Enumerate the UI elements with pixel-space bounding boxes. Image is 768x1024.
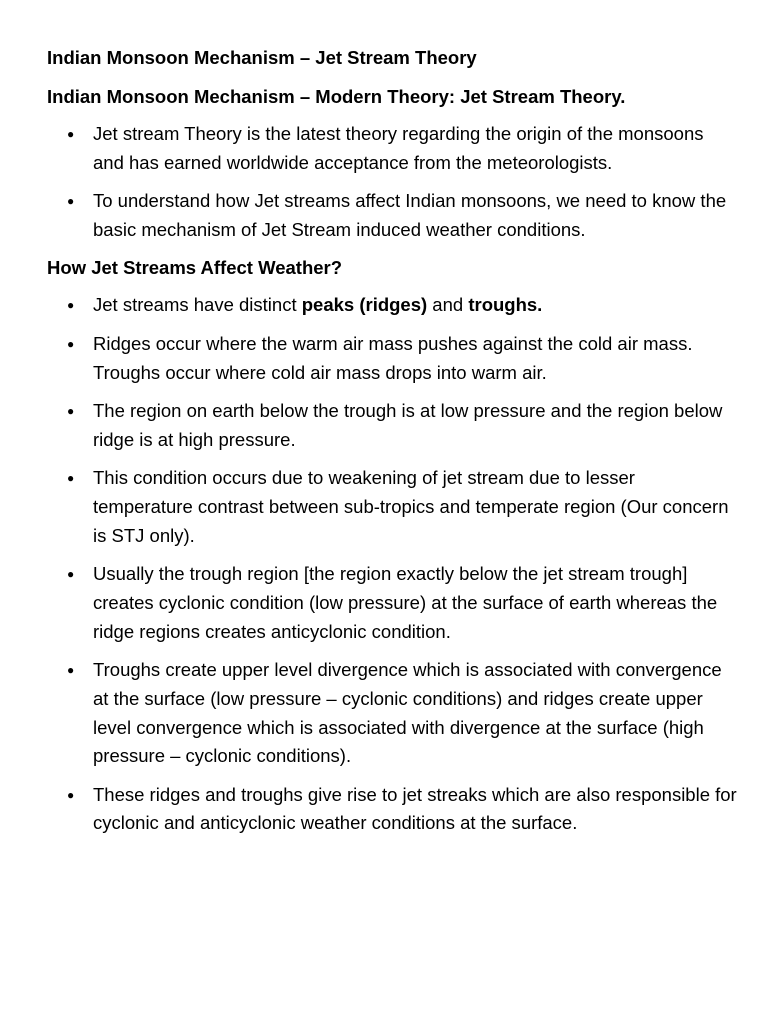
- list-item-text-middle: and: [427, 294, 469, 316]
- section-heading: How Jet Streams Affect Weather?: [47, 257, 343, 279]
- bullet-icon: ●: [67, 127, 75, 141]
- list-item-text: Usually the trough region [the region exactly below the jet stream trough] creates cyclonic condition (low pressure) at the surface of earth whereas the ridge regions creates anticyclonic condition.: [93, 563, 718, 642]
- list-item: [47, 120, 737, 177]
- bullet-icon: ●: [67, 567, 75, 582]
- list-item-text: The region on earth below the trough is at low pressure and the region below ridge is at high pressure.: [93, 400, 723, 450]
- peaks-term: peaks (ridges): [301, 294, 428, 316]
- list-item: [47, 781, 737, 838]
- bullet-icon: ●: [67, 404, 75, 419]
- list-item-text: Ridges occur where the warm air mass pushes against the cold air mass. Troughs occur where cold air mass drops into warm air.: [93, 332, 693, 383]
- list-item: [47, 656, 737, 771]
- bullet-icon: ●: [67, 336, 75, 351]
- bullet-icon: ●: [67, 471, 75, 486]
- list-item: [47, 464, 737, 550]
- list-item: [47, 560, 737, 646]
- troughs-term: troughs.: [468, 294, 543, 316]
- bullet-icon: ●: [67, 298, 75, 313]
- bullet-icon: ●: [67, 787, 75, 802]
- list-item-text: These ridges and troughs give rise to jet streaks which are also responsible for cyclonic and anticyclonic weather conditions at the surface.: [93, 783, 737, 834]
- list-item: [47, 330, 737, 387]
- section-list: [47, 291, 737, 838]
- list-item-text: Jet stream Theory is the latest theory regarding the origin of the monsoons and has earned worldwide acceptance from the meteorologists.: [93, 123, 704, 173]
- list-item-text-prefix: Jet streams have distinct: [93, 294, 302, 316]
- list-item-text: This condition occurs due to weakening of jet stream due to lesser temperature contrast between sub-tropics and temperate region (Our concern is STJ only).: [93, 467, 729, 546]
- list-item: [47, 187, 737, 244]
- intro-list: [47, 120, 737, 245]
- document-title: Indian Monsoon Mechanism – Jet Stream Theory: [47, 47, 477, 68]
- list-item: [47, 291, 737, 320]
- list-item-text: Troughs create upper level divergence which is associated with convergence at the surface (low pressure – cyclonic conditions) and ridges create upper level convergence which is associated with divergence at the surface (high pressure – cyclonic conditions).: [93, 659, 722, 767]
- bullet-icon: ●: [67, 194, 75, 209]
- document-page: [47, 44, 737, 848]
- list-item-text: To understand how Jet streams affect Indian monsoons, we need to know the basic mechanism of Jet Stream induced weather conditions.: [93, 190, 727, 240]
- document-subtitle: Indian Monsoon Mechanism – Modern Theory: Jet Stream Theory.: [47, 86, 626, 107]
- bullet-icon: ●: [67, 663, 75, 678]
- list-item: [47, 397, 737, 454]
